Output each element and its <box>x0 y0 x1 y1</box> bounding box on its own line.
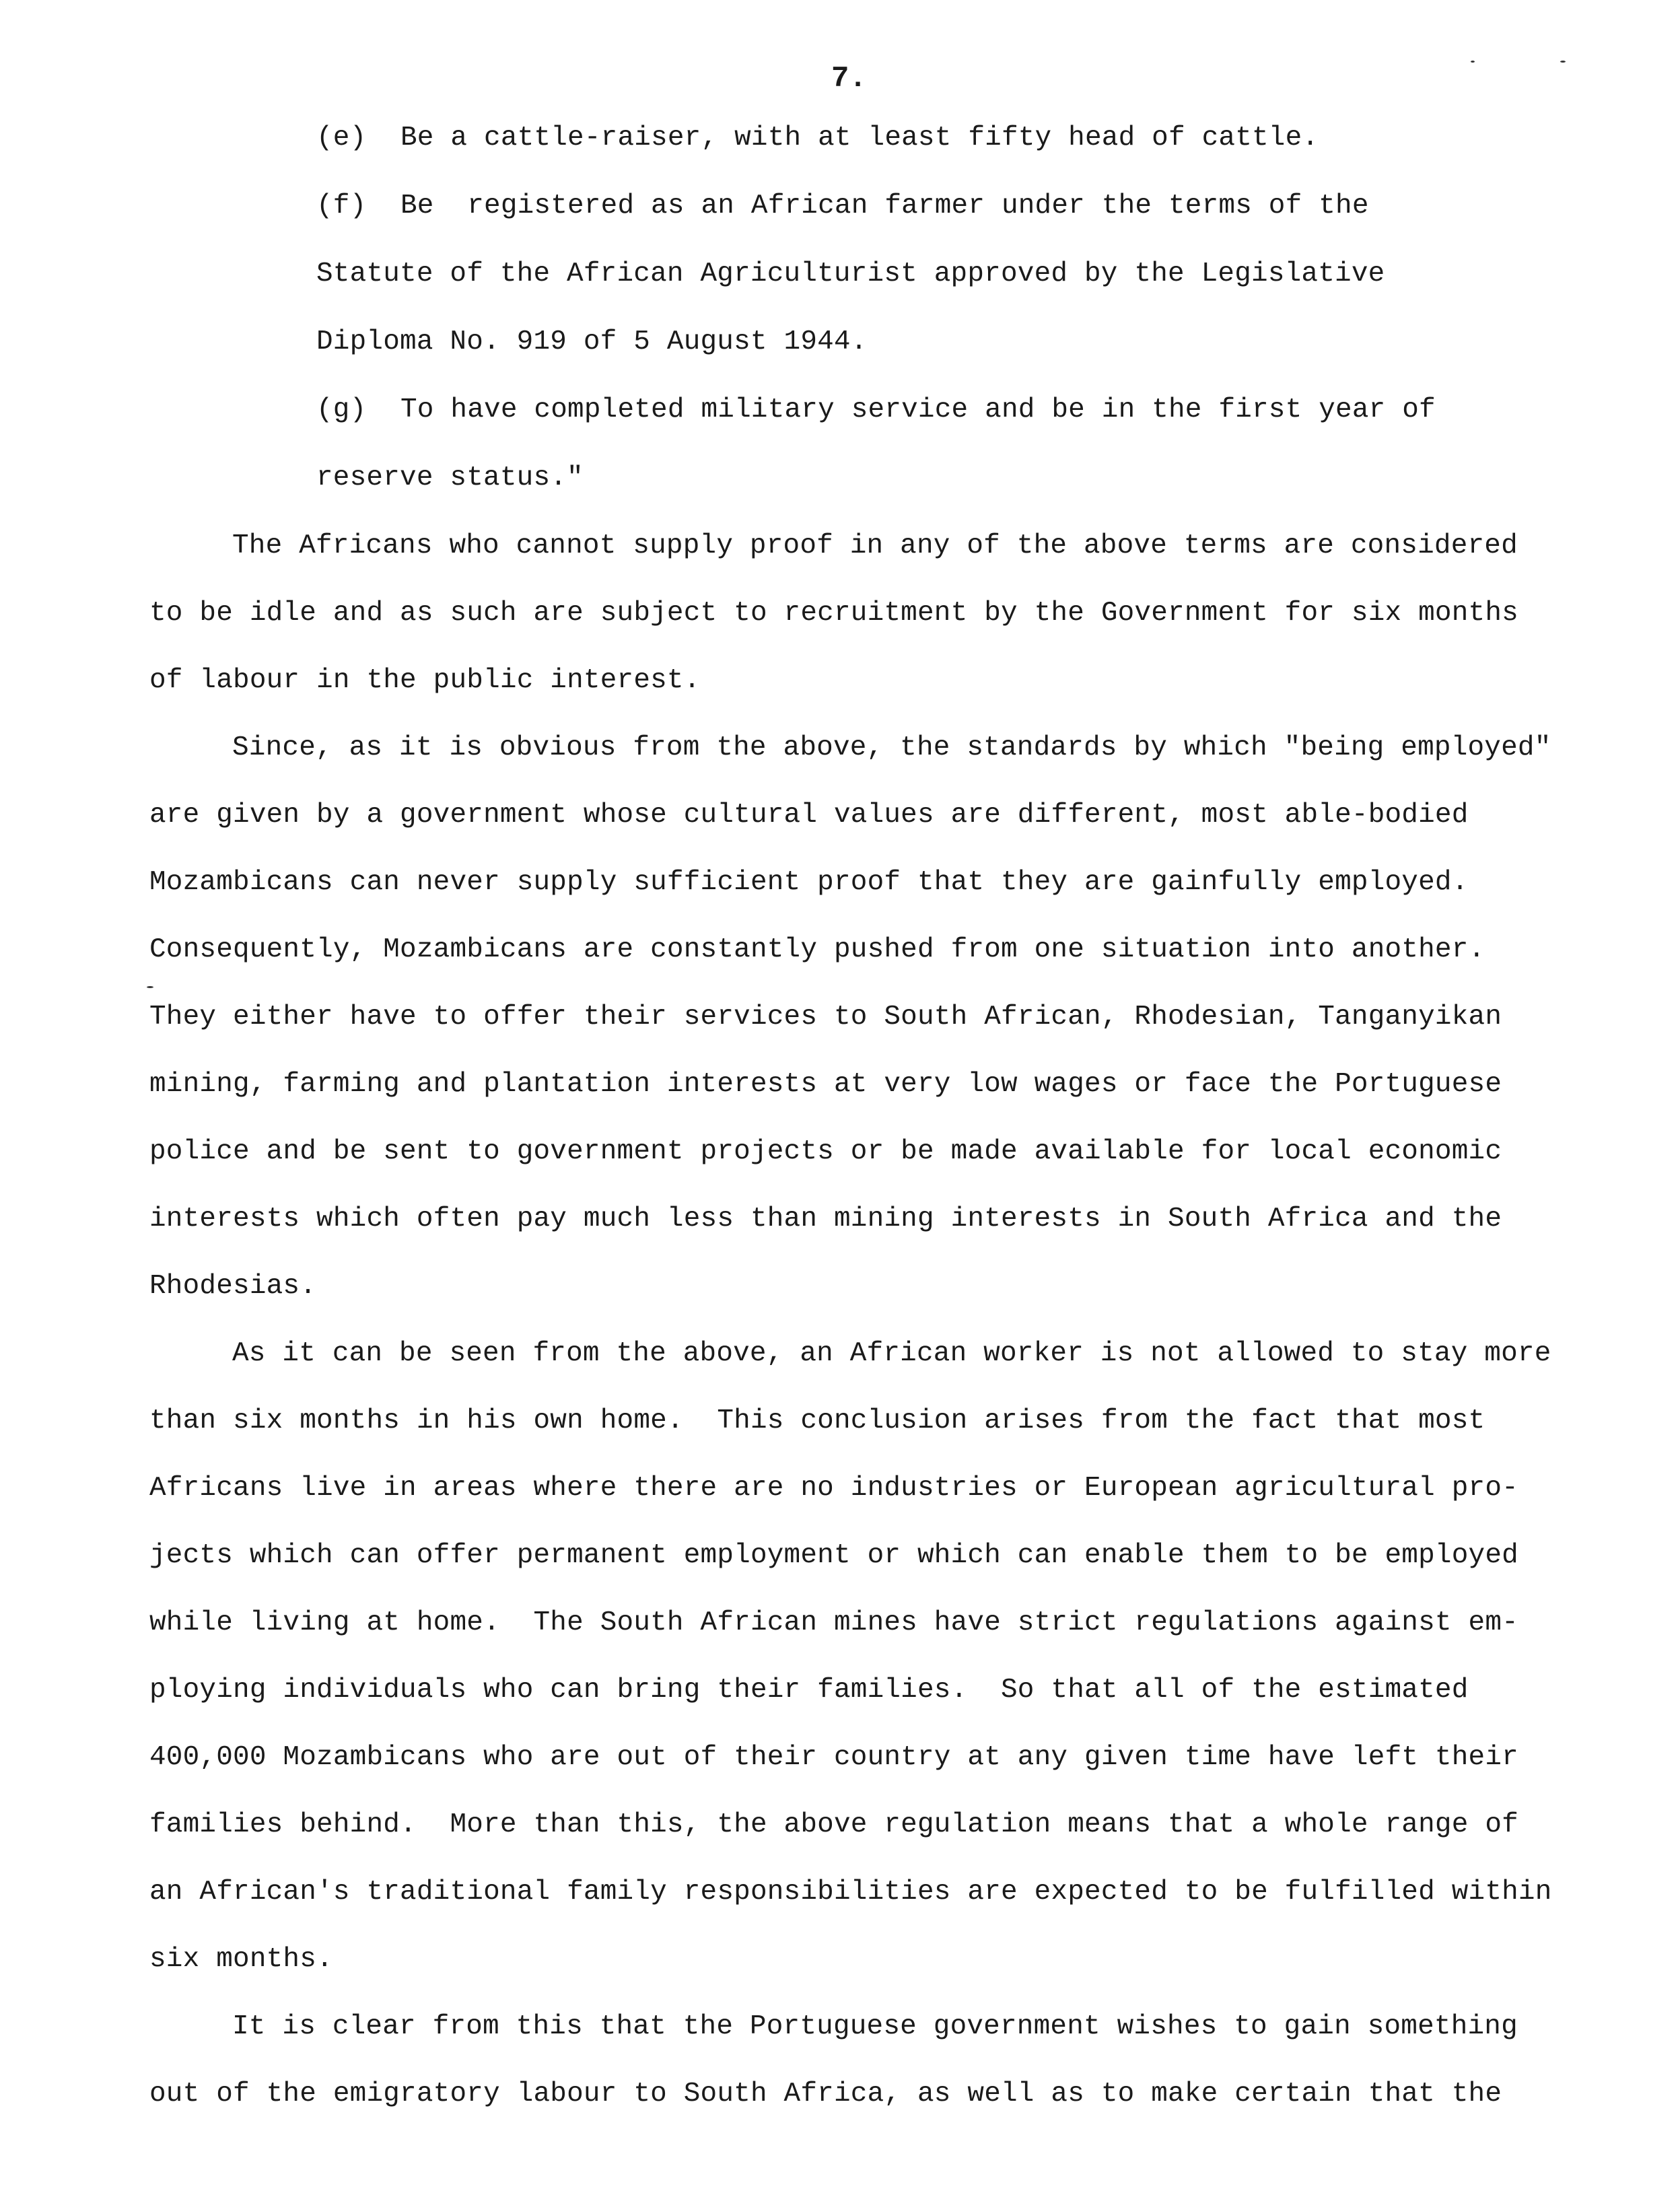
list-line: Statute of the African Agriculturist approved by the Legislative <box>316 258 1385 289</box>
paragraph-line: to be idle and as such are subject to recruitment by the Government for six months <box>149 598 1518 629</box>
list-text: To have completed military service and be in the first year of <box>400 394 1436 425</box>
paragraph-line: families behind. More than this, the above regulation means that a whole range of <box>149 1809 1518 1840</box>
paragraph-line: 400,000 Mozambicans who are out of their country at any given time have left their <box>149 1742 1518 1773</box>
list-text: Be registered as an African farmer under the terms of the <box>400 190 1369 221</box>
paragraph-line: police and be sent to government projects or be made available for local economic <box>149 1136 1502 1167</box>
list-item-f <box>316 189 1369 223</box>
paragraph-line: than six months in his own home. This conclusion arises from the fact that most <box>149 1405 1485 1436</box>
paragraph-line: interests which often pay much less than mining interests in South Africa and the <box>149 1204 1502 1234</box>
list-item-e <box>316 121 1319 155</box>
scan-speck <box>1560 61 1566 63</box>
paragraph-line: They either have to offer their services to South African, Rhodesian, Tanganyikan <box>149 1002 1502 1033</box>
paragraph-line: of labour in the public interest. <box>149 665 701 696</box>
paragraph-line: As it can be seen from the above, an African worker is not allowed to stay more <box>232 1338 1551 1369</box>
paragraph-line: six months. <box>149 1944 333 1975</box>
paragraph-line: Mozambicans can never supply sufficient proof that they are gainfully employed. <box>149 867 1469 898</box>
paragraph-line: are given by a government whose cultural values are different, most able-bodied <box>149 800 1469 831</box>
paragraph-line: while living at home. The South African mines have strict regulations against em- <box>149 1607 1518 1638</box>
list-marker: (e) <box>316 123 367 153</box>
scan-speck <box>1471 61 1475 63</box>
list-line: reserve status." <box>316 462 584 493</box>
list-marker: (g) <box>316 394 367 425</box>
list-item-g <box>316 393 1436 427</box>
paragraph-line: Consequently, Mozambicans are constantly pushed from one situation into another. <box>149 934 1485 965</box>
paragraph-line: ploying individuals who can bring their families. So that all of the estimated <box>149 1675 1469 1706</box>
list-line: Diploma No. 919 of 5 August 1944. <box>316 326 868 357</box>
page-number: 7. <box>831 62 867 96</box>
paragraph-line: It is clear from this that the Portuguese government wishes to gain something <box>232 2011 1518 2042</box>
paragraph-line: an African's traditional family responsibilities are expected to be fulfilled within <box>149 1877 1552 1908</box>
paragraph-line: Africans live in areas where there are no industries or European agricultural pro- <box>149 1473 1518 1504</box>
paragraph-line: out of the emigratory labour to South Africa, as well as to make certain that the <box>149 2079 1502 2109</box>
scan-speck <box>147 986 153 988</box>
list-marker: (f) <box>316 190 367 221</box>
paragraph-line: Rhodesias. <box>149 1271 317 1302</box>
paragraph-line: jects which can offer permanent employment or which can enable them to be employed <box>149 1540 1518 1571</box>
paragraph-line: Since, as it is obvious from the above, the standards by which "being employed" <box>232 732 1551 763</box>
list-text: Be a cattle-raiser, with at least fifty head of cattle. <box>400 123 1319 153</box>
paragraph-line: mining, farming and plantation interests at very low wages or face the Portuguese <box>149 1069 1502 1100</box>
paragraph-line: The Africans who cannot supply proof in any of the above terms are considered <box>232 530 1518 561</box>
